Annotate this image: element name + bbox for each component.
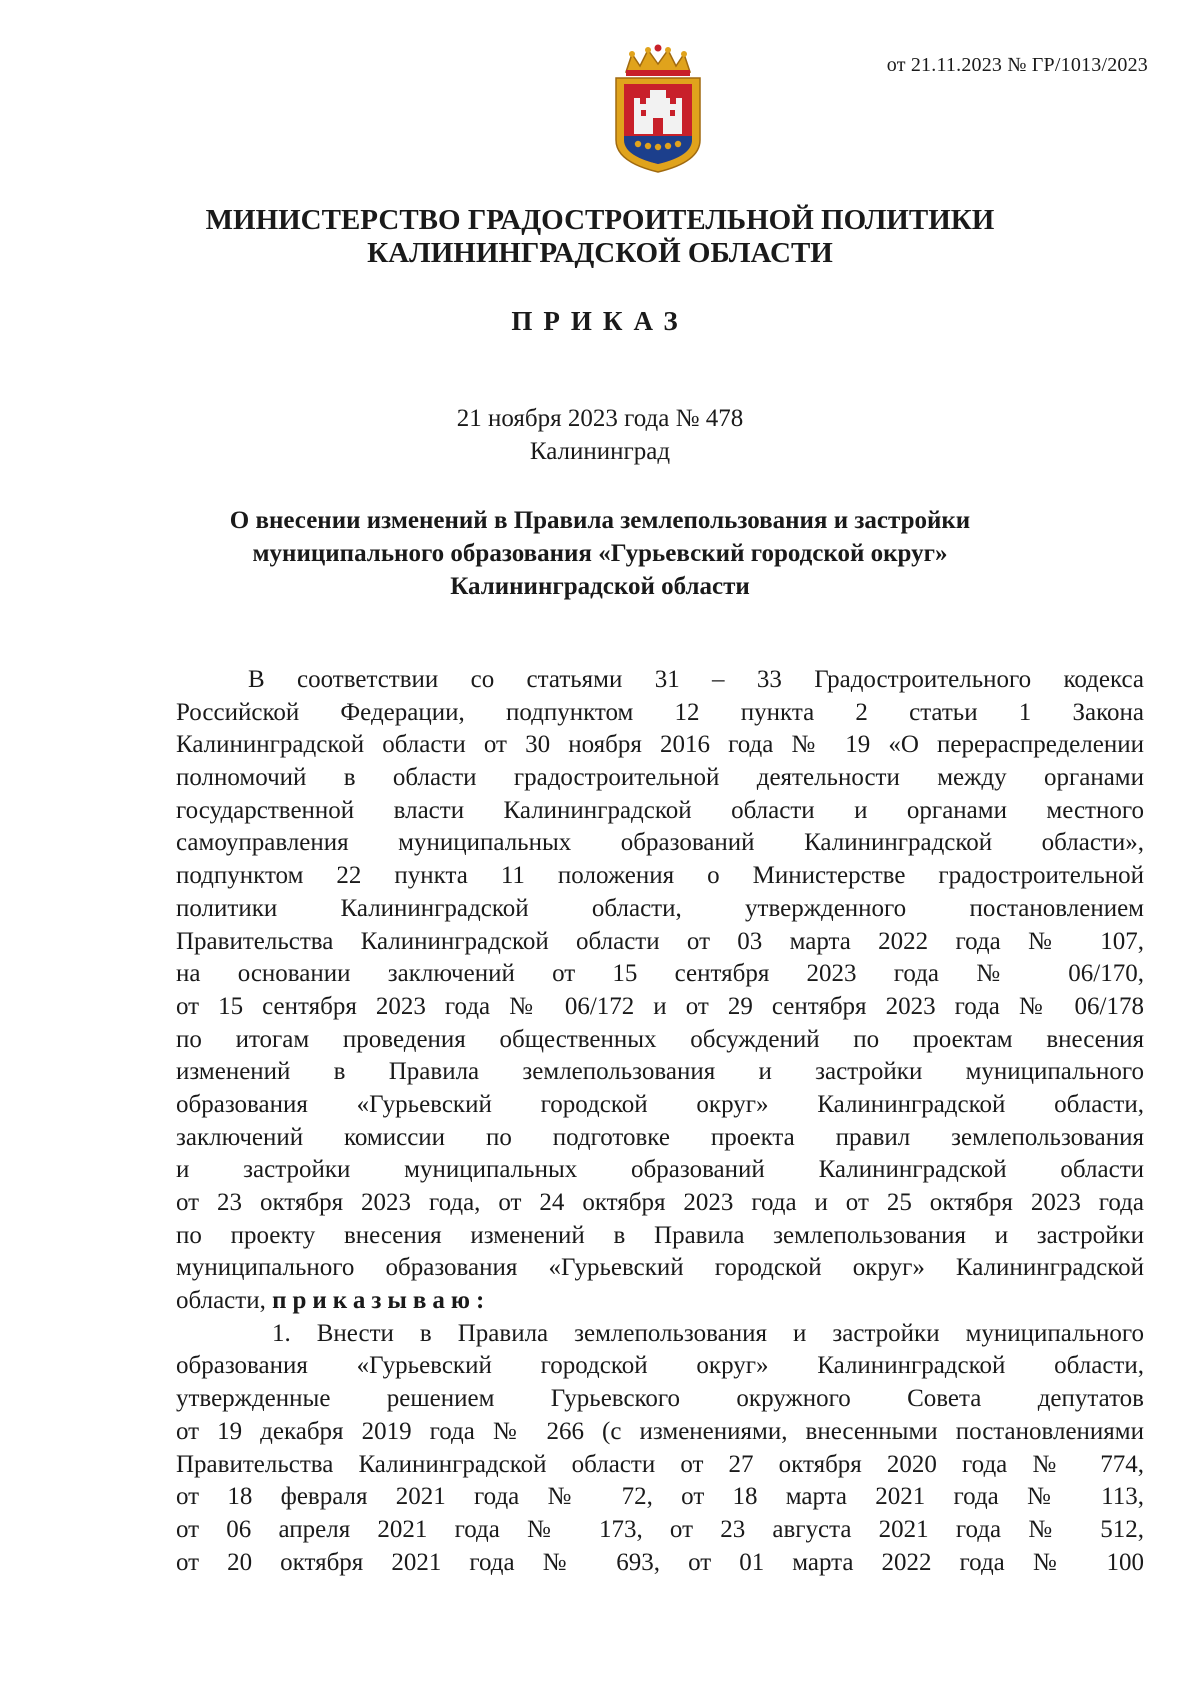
body-line: от 23 октября 2023 года, от 24 октября 2023 года и от 25 октября 2023 года	[176, 1189, 1144, 1216]
order-city: Калининград	[529, 438, 671, 465]
order-date-number: 21 ноября 2023 года № 478	[456, 405, 744, 432]
body-line: по итогам проведения общественных обсуждений по проектам внесения	[176, 1025, 1144, 1053]
body-line: самоуправления муниципальных образований Калининградской области»,	[176, 829, 1144, 857]
order-subject	[0, 504, 1200, 603]
body-line: от 15 сентября 2023 года № 06/172 и от 29 сентября 2023 года № 06/178	[176, 992, 1144, 1020]
date-and-place	[0, 402, 1200, 468]
ministry-title	[0, 204, 1200, 270]
body-line: полномочий в области градостроительной деятельности между органами	[176, 764, 1144, 792]
ministry-title-line: МИНИСТЕРСТВО ГРАДОСТРОИТЕЛЬНОЙ ПОЛИТИКИ	[205, 204, 995, 236]
subject-line: О внесении изменений в Правила землепользования и застройки	[229, 507, 971, 534]
subject-line: муниципального образования «Гурьевский городской округ»	[252, 540, 948, 567]
body-line: и застройки муниципальных образований Калининградской области	[176, 1156, 1144, 1184]
body-line: государственной власти Калининградской области и органами местного	[176, 796, 1144, 824]
item-1-line: от 06 апреля 2021 года № 173, от 23 августа 2021 года № 512,	[176, 1515, 1144, 1543]
item-1-line: 1. Внести в Правила землепользования и застройки муниципального	[272, 1319, 1144, 1347]
item-1-line: от 18 февраля 2021 года № 72, от 18 марта 2021 года № 113,	[176, 1483, 1144, 1511]
body-line: политики Калининградской области, утвержденного постановлением	[176, 894, 1144, 922]
ministry-title-line: КАЛИНИНГРАДСКОЙ ОБЛАСТИ	[367, 237, 833, 269]
item-1-line: от 20 октября 2021 года № 693, от 01 марта 2022 года № 100	[176, 1548, 1144, 1576]
document-type: ПРИКАЗ	[511, 306, 689, 336]
registration-number: от 21.11.2023 № ГР/1013/2023	[886, 54, 1148, 76]
body-line: Российской Федерации, подпунктом 12 пункта 2 статьи 1 Закона	[176, 698, 1144, 726]
body-last-line	[176, 1285, 1144, 1318]
body-line: образования «Гурьевский городской округ» Калининградской области,	[176, 1090, 1144, 1118]
subject-line: Калининградской области	[450, 573, 750, 600]
item-1-line: Правительства Калининградской области от 27 октября 2020 года № 774,	[176, 1450, 1144, 1478]
body-line: заключений комиссии по подготовке проекта правил землепользования	[176, 1123, 1144, 1151]
body-line: Калининградской области от 30 ноября 2016 года № 19 «О перераспределении	[176, 731, 1144, 759]
kaliningrad-coat-of-arms-icon	[612, 44, 704, 174]
body-line: муниципального образования «Гурьевский городской округ» Калининградской	[176, 1254, 1144, 1282]
item-1-line: образования «Гурьевский городской округ» Калининградской области,	[176, 1352, 1144, 1380]
body-line: изменений в Правила землепользования и застройки муниципального	[176, 1058, 1144, 1086]
order-body	[176, 664, 1144, 1579]
body-line: В соответствии со статьями 31 – 33 Градостроительного кодекса	[248, 666, 1144, 693]
body-line: Правительства Калининградской области от 03 марта 2022 года № 107,	[176, 927, 1144, 955]
body-last-prefix: области,	[176, 1287, 273, 1315]
item-1-line: от 19 декабря 2019 года № 266 (с изменениями, внесенными постановлениями	[176, 1417, 1144, 1445]
body-line: подпунктом 22 пункта 11 положения о Министерстве градостроительной	[176, 862, 1144, 890]
order-word: приказываю:	[272, 1287, 491, 1315]
body-line: на основании заключений от 15 сентября 2023 года № 06/170,	[176, 960, 1144, 988]
item-1-line: утвержденные решением Гурьевского окружного Совета депутатов	[176, 1385, 1144, 1413]
body-line: по проекту внесения изменений в Правила землепользования и застройки	[176, 1221, 1144, 1249]
